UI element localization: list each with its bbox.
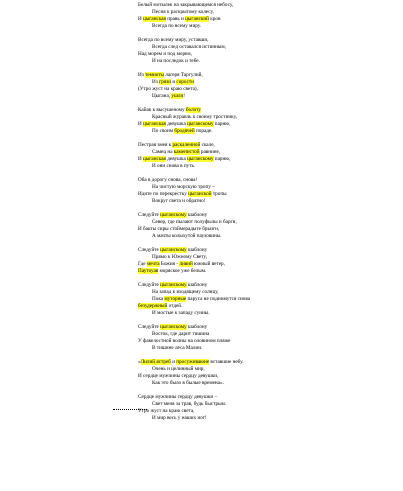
poem-line bbox=[0, 23, 403, 30]
poem-line bbox=[0, 380, 403, 387]
highlighted-word: Лилий ястреб bbox=[140, 359, 171, 365]
line-text: Очень и целинный мир, bbox=[152, 366, 205, 372]
poem-line bbox=[0, 156, 403, 163]
poem-line bbox=[0, 72, 403, 79]
line-text: « bbox=[138, 359, 141, 365]
line-text: Песня к раскрытому колесу, bbox=[152, 9, 214, 15]
poem-line bbox=[0, 198, 403, 205]
highlighted-word: раскаленной bbox=[172, 142, 201, 148]
line-text: шаблону bbox=[186, 282, 208, 288]
poem-line bbox=[0, 401, 403, 408]
line-text: вставшие небу. bbox=[209, 359, 244, 365]
highlighted-word: Паутоуая bbox=[138, 268, 159, 274]
stanza bbox=[0, 394, 403, 422]
poem-line bbox=[0, 163, 403, 170]
poem-line bbox=[0, 107, 403, 114]
line-text: Всегда по всему миру. bbox=[152, 23, 202, 29]
highlighted-word: муторные bbox=[164, 296, 187, 302]
line-text: скале, bbox=[200, 142, 215, 148]
line-text: пораде. bbox=[194, 128, 213, 134]
line-text: И на последок и тебе. bbox=[152, 58, 200, 64]
highlighted-word: сорости bbox=[176, 79, 194, 85]
poem-line bbox=[0, 58, 403, 65]
line-text: (Утро жуст на краю света), bbox=[138, 86, 198, 92]
line-text: И bbox=[138, 156, 144, 162]
line-text: Красный журавль к своему тростнику, bbox=[152, 114, 237, 120]
line-text: паруса не поднимутся снова bbox=[186, 296, 251, 302]
line-text: равнине, bbox=[199, 149, 221, 155]
line-text: Кайак к высушеному bbox=[138, 107, 186, 113]
highlighted-word: цыганской bbox=[188, 191, 212, 197]
poem-line bbox=[0, 310, 403, 317]
line-text: и bbox=[171, 79, 177, 85]
stanza-gap bbox=[0, 240, 403, 247]
poem-line bbox=[0, 191, 403, 198]
stanza-gap bbox=[0, 65, 403, 72]
line-text: На запад к входящему солнцу, bbox=[152, 289, 219, 295]
stanza-gap bbox=[0, 387, 403, 394]
stanza-gap bbox=[0, 205, 403, 212]
line-text: моряское уже белым. bbox=[158, 268, 207, 274]
poem-line bbox=[0, 394, 403, 401]
highlighted-word: цыганский bbox=[185, 16, 209, 22]
line-text: Над морем и под морем, bbox=[138, 51, 192, 57]
poem-line bbox=[0, 303, 403, 310]
highlighted-word: цыганская bbox=[143, 16, 166, 22]
highlighted-word: цыганскому bbox=[187, 156, 214, 162]
poem-line bbox=[0, 44, 403, 51]
poem-line bbox=[0, 79, 403, 86]
line-text: правь и bbox=[165, 16, 186, 22]
line-text: Утро жуст на краю света, bbox=[138, 408, 195, 414]
line-text: Всегда по всему миру, уставши, bbox=[138, 37, 209, 43]
line-text: парню, bbox=[213, 156, 231, 162]
highlighted-word: бродячей bbox=[174, 128, 195, 134]
poem-line bbox=[0, 212, 403, 219]
poem-line bbox=[0, 373, 403, 380]
poem-line bbox=[0, 177, 403, 184]
highlighted-word: каменистой bbox=[173, 149, 200, 155]
highlighted-word: просуживаюне bbox=[176, 359, 210, 365]
stanza bbox=[0, 212, 403, 240]
line-text: кров bbox=[208, 16, 221, 22]
poem-line bbox=[0, 219, 403, 226]
line-text: Белый мотылек на закрывающемся небосу, bbox=[138, 2, 234, 8]
line-text: Из bbox=[138, 72, 146, 78]
poem-document bbox=[0, 2, 403, 422]
line-text: И они снова в путь. bbox=[152, 163, 196, 169]
line-text: По своим bbox=[152, 128, 175, 134]
line-text: Сердце мужчины сердцу девушки – bbox=[138, 394, 218, 400]
stanza bbox=[0, 142, 403, 170]
stanza-gap bbox=[0, 30, 403, 37]
stanza bbox=[0, 177, 403, 205]
line-text: шаблону bbox=[186, 247, 208, 253]
poem-line bbox=[0, 233, 403, 240]
poem-line bbox=[0, 359, 403, 366]
line-text: шаблону bbox=[186, 324, 208, 330]
poem-line bbox=[0, 226, 403, 233]
line-text: южный ветер, bbox=[192, 261, 225, 267]
stanza bbox=[0, 247, 403, 275]
line-text: тропы bbox=[211, 191, 227, 197]
line-text: И bbox=[138, 121, 144, 127]
line-text: Свет меня за трав, будь быстрым. bbox=[152, 401, 227, 407]
line-text: Следуйте bbox=[138, 282, 161, 288]
line-text: Всегда след оставался истинным, bbox=[152, 44, 226, 50]
highlighted-word: грязи bbox=[159, 79, 172, 85]
line-text: шаблону bbox=[186, 212, 208, 218]
line-text: Божия - bbox=[159, 261, 180, 267]
poem-line bbox=[0, 254, 403, 261]
poem-line bbox=[0, 128, 403, 135]
stanza bbox=[0, 282, 403, 317]
poem-line bbox=[0, 289, 403, 296]
highlighted-word: ушли bbox=[171, 93, 184, 99]
line-text: Как это было в былые времена». bbox=[152, 380, 224, 386]
poem-line bbox=[0, 247, 403, 254]
line-text: ! bbox=[183, 93, 186, 99]
line-text: И сердце мужчины сердцу девушки, bbox=[138, 373, 219, 379]
line-text: Где bbox=[138, 261, 147, 267]
highlighted-word: мечта bbox=[146, 261, 160, 267]
line-text: Оба в дорогу снова, снова! bbox=[138, 177, 198, 183]
stanza bbox=[0, 359, 403, 387]
line-text: И мир весь у наших ног! bbox=[152, 415, 207, 421]
poem-line bbox=[0, 142, 403, 149]
stanza bbox=[0, 72, 403, 100]
highlighted-word: ливий bbox=[179, 261, 193, 267]
line-text: У факелостной волны на оловином пляже bbox=[138, 338, 231, 344]
line-text: Восток, где дарит тишина bbox=[152, 331, 210, 337]
line-text: Следуйте bbox=[138, 247, 161, 253]
stanza bbox=[0, 324, 403, 352]
highlighted-word: цыганскому bbox=[160, 247, 187, 253]
line-text: Цыгана, bbox=[152, 93, 172, 99]
poem-line bbox=[0, 9, 403, 16]
line-text: На чистую морскую тропу – bbox=[152, 184, 215, 190]
line-text: отдей. bbox=[167, 303, 183, 309]
poem-line bbox=[0, 16, 403, 23]
highlighted-word: цыганская bbox=[143, 121, 166, 127]
line-text: И bbox=[138, 16, 144, 22]
line-text: Идите по перекрестку bbox=[138, 191, 189, 197]
highlighted-word: цыганскому bbox=[187, 121, 214, 127]
line-text: Пестрая змея к bbox=[138, 142, 173, 148]
poem-line bbox=[0, 121, 403, 128]
line-text: и bbox=[170, 359, 177, 365]
stanza bbox=[0, 107, 403, 135]
highlighted-word: темноты bbox=[145, 72, 164, 78]
highlighted-word: безудержный bbox=[138, 303, 168, 309]
highlighted-word: цыганскому bbox=[160, 212, 187, 218]
poem-line bbox=[0, 261, 403, 268]
stanza bbox=[0, 37, 403, 65]
poem-line bbox=[0, 345, 403, 352]
line-text: И мостые к западу суины. bbox=[152, 310, 210, 316]
poem-line bbox=[0, 114, 403, 121]
poem-line bbox=[0, 86, 403, 93]
line-text: Вокруг света и обратно! bbox=[152, 198, 206, 204]
stanza-gap bbox=[0, 352, 403, 359]
stanza-gap bbox=[0, 275, 403, 282]
line-text: Север, где пылают полуфылы и барги, bbox=[152, 219, 237, 225]
dotted-divider bbox=[113, 409, 147, 410]
highlighted-word: цыганскому bbox=[160, 282, 187, 288]
line-text: И бакты сиры стоймерадыте брызги, bbox=[138, 226, 220, 232]
line-text: Из bbox=[152, 79, 160, 85]
stanza-gap bbox=[0, 135, 403, 142]
stanza-gap bbox=[0, 170, 403, 177]
line-text: А мачты колыхутой паузовины. bbox=[152, 233, 222, 239]
stanza bbox=[0, 2, 403, 30]
line-text: девушка bbox=[165, 156, 188, 162]
poem-line bbox=[0, 338, 403, 345]
poem-line bbox=[0, 37, 403, 44]
line-text: лагеря Таргулий, bbox=[164, 72, 203, 78]
highlighted-word: болоту bbox=[185, 107, 201, 113]
poem-line bbox=[0, 184, 403, 191]
poem-line bbox=[0, 415, 403, 422]
poem-line bbox=[0, 296, 403, 303]
poem-line bbox=[0, 51, 403, 58]
line-text: Прямо к Южному Свету, bbox=[152, 254, 207, 260]
poem-line bbox=[0, 268, 403, 275]
poem-line bbox=[0, 2, 403, 9]
line-text: В тишине леса Малин. bbox=[152, 345, 203, 351]
poem-line bbox=[0, 282, 403, 289]
line-text: Пока bbox=[152, 296, 165, 302]
stanza-gap bbox=[0, 100, 403, 107]
line-text: Следуйте bbox=[138, 212, 161, 218]
poem-line bbox=[0, 408, 403, 415]
poem-line bbox=[0, 324, 403, 331]
stanza-gap bbox=[0, 317, 403, 324]
highlighted-word: цыганскому bbox=[160, 324, 187, 330]
poem-line bbox=[0, 366, 403, 373]
line-text: девушка bbox=[165, 121, 188, 127]
line-text: парню, bbox=[213, 121, 231, 127]
line-text: Следуйте bbox=[138, 324, 161, 330]
poem-line bbox=[0, 149, 403, 156]
poem-line bbox=[0, 331, 403, 338]
poem-line bbox=[0, 93, 403, 100]
highlighted-word: цыганская bbox=[143, 156, 166, 162]
line-text: Самец на bbox=[152, 149, 174, 155]
